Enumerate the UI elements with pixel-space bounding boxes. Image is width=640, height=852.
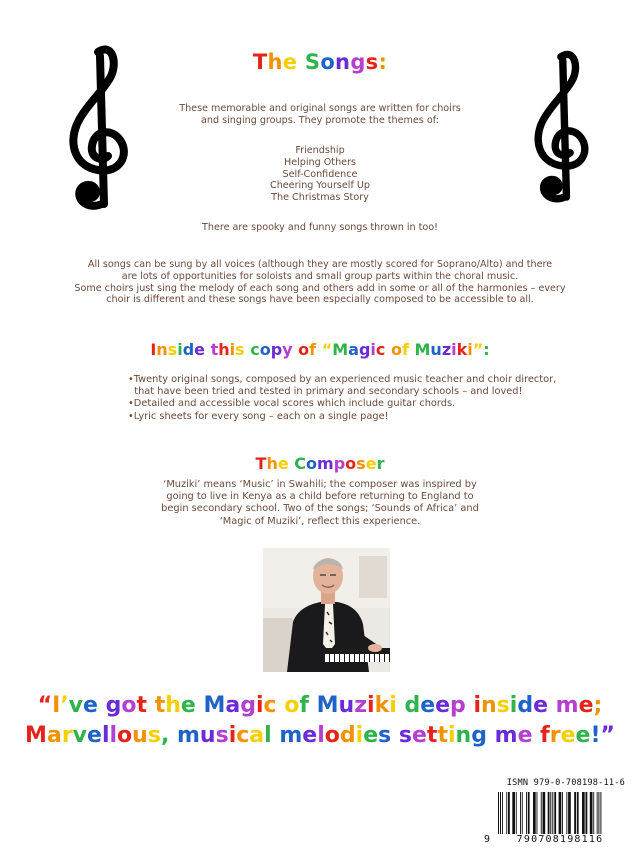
quote-line-1: “I’ve got the Magic of Muziki deep inside me; bbox=[37, 693, 603, 718]
theme-item: Self-Confidence bbox=[282, 168, 358, 180]
themes-list bbox=[0, 145, 640, 204]
paragraph-line: choir is different and these songs have been especially composed to be accessible to all. bbox=[106, 294, 534, 306]
inside-bullets bbox=[128, 374, 557, 423]
bullet-item: that have been tried and tested in primary and secondary schools – and loved! bbox=[128, 386, 523, 398]
theme-item: Cheering Yourself Up bbox=[270, 180, 370, 192]
paragraph-line: begin secondary school. Two of the songs; ‘Sounds of Africa’ and bbox=[161, 503, 479, 515]
paragraph-line: are lots of opportunities for soloists and small group parts within the choral music. bbox=[121, 270, 519, 282]
theme-item: The Christmas Story bbox=[271, 192, 369, 204]
composer-paragraph bbox=[0, 479, 640, 528]
intro-line: and singing groups. They promote the themes of: bbox=[201, 114, 439, 126]
paragraph-line: going to live in Kenya as a child before returning to England to bbox=[166, 491, 474, 503]
bullet-item: •Detailed and accessible vocal scores which include guitar chords. bbox=[128, 398, 456, 410]
theme-item: Friendship bbox=[295, 145, 345, 156]
spooky-line: There are spooky and funny songs thrown in too! bbox=[202, 222, 438, 233]
barcode-first-digit: 9 bbox=[484, 834, 491, 845]
songs-title: The Songs: bbox=[252, 50, 388, 74]
quote-line-2: Marvellous, musical melodies setting me free!” bbox=[25, 723, 615, 748]
paragraph-line: All songs can be sung by all voices (although they are mostly scored for Soprano/Alto) and there bbox=[87, 259, 553, 270]
bullet-item: •Twenty original songs, composed by an experienced music teacher and choir director, bbox=[128, 374, 557, 385]
ismn-label: ISMN 979-0-708198-11-6 bbox=[506, 778, 625, 788]
songs-intro bbox=[0, 103, 640, 127]
composer-title: The Composer bbox=[255, 454, 385, 473]
paragraph-line: ‘Muziki’ means ‘Music’ in Swahili; the composer was inspired by bbox=[163, 479, 477, 490]
bullet-item: •Lyric sheets for every song – each on a single page! bbox=[128, 410, 389, 422]
paragraph-line: Some choirs just sing the melody of each song and others add in some or all of the harmonies – every bbox=[74, 282, 566, 294]
barcode-digits: 790708198116 bbox=[492, 834, 628, 845]
paragraph-line: ‘Magic of Muziki’, reflect this experience. bbox=[219, 515, 421, 527]
intro-line: These memorable and original songs are written for choirs bbox=[179, 103, 461, 114]
inside-title: Inside this copy of “Magic of Muziki”: bbox=[150, 340, 490, 359]
theme-item: Helping Others bbox=[284, 156, 356, 168]
all-songs-paragraph bbox=[0, 259, 640, 306]
composer-photo bbox=[263, 548, 390, 672]
